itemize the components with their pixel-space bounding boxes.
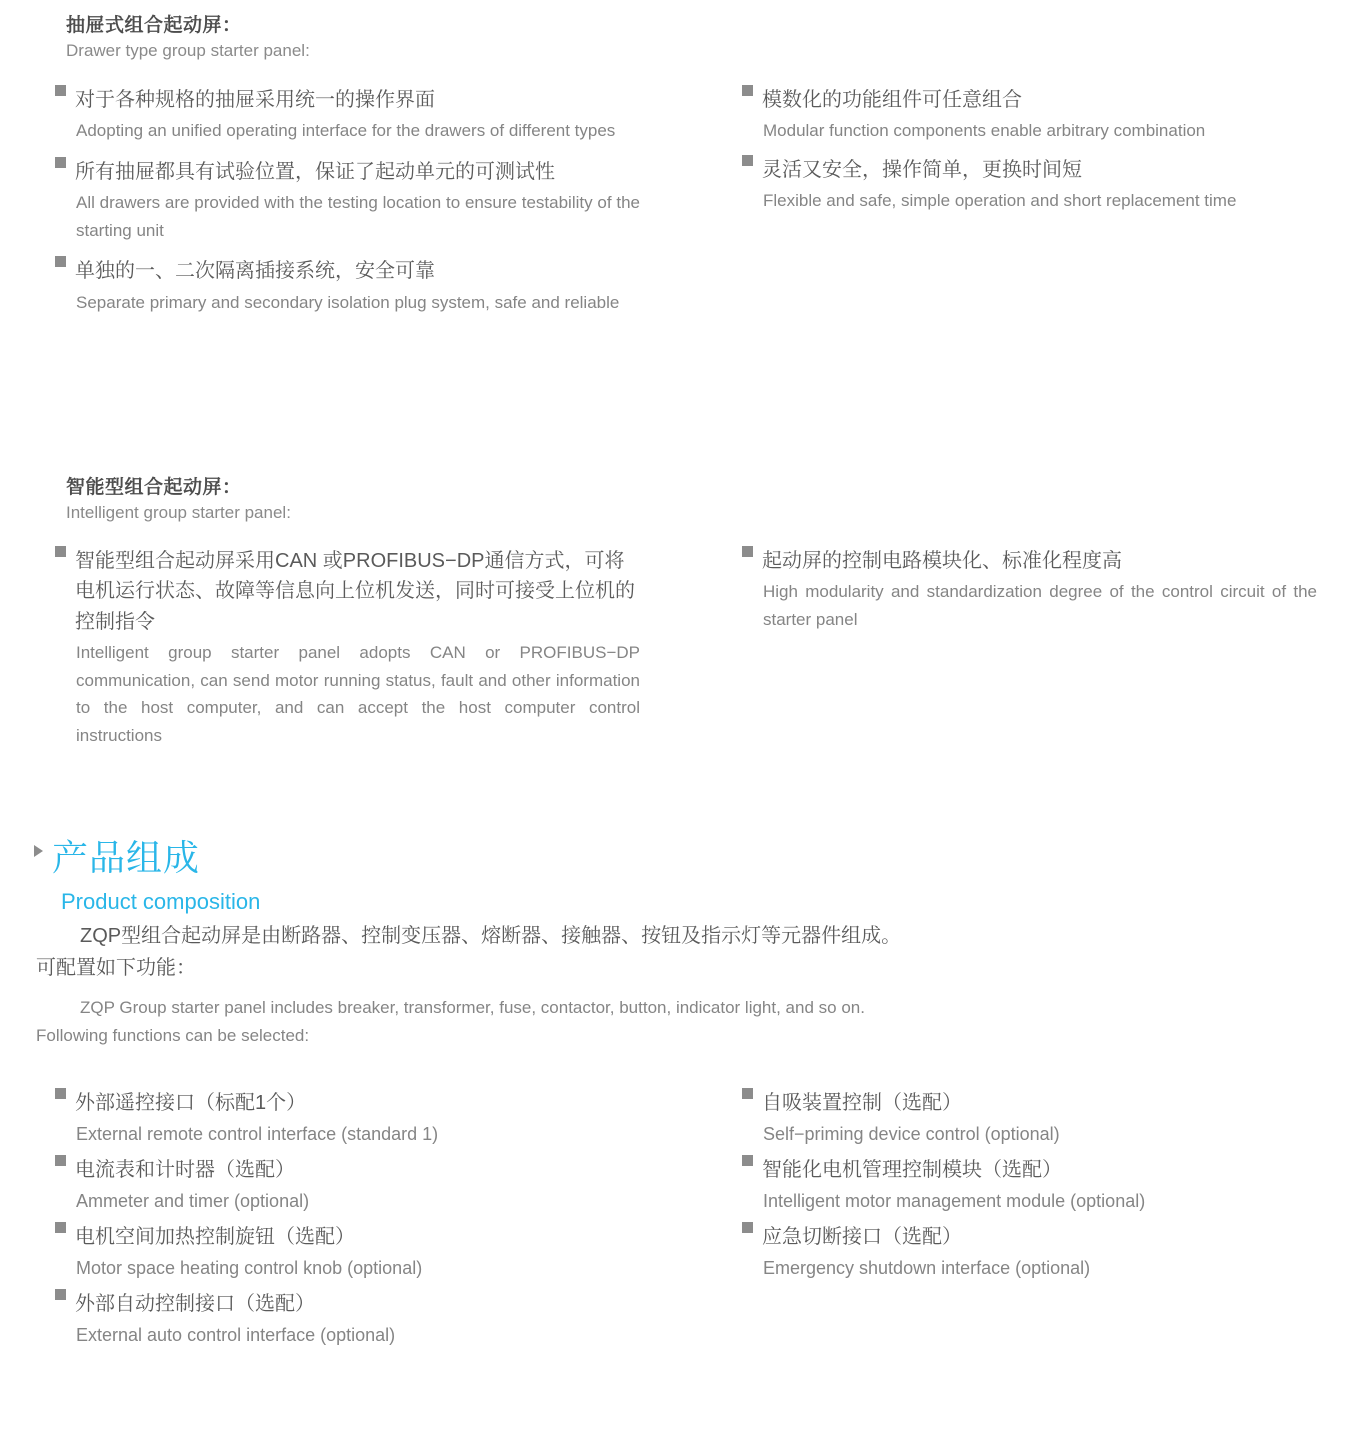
- section-title-cn: 智能型组合起动屏：: [66, 477, 242, 498]
- list-item-label-cn: 自吸装置控制（选配）: [762, 1092, 962, 1114]
- square-bullet-icon: [55, 1289, 66, 1300]
- list-item-label-en: Modular function components enable arbitrary combination: [763, 121, 1206, 141]
- square-bullet-icon: [742, 1155, 753, 1166]
- list-item: [742, 85, 1302, 145]
- list-item-label-en: External auto control interface (optional): [76, 1325, 396, 1345]
- list-item-label-cn: 起动屏的控制电路模块化、标准化程度高: [762, 550, 1122, 572]
- section-heading-drawer: [66, 10, 666, 61]
- section-intelligent-right-column: [742, 546, 1317, 635]
- list-item-label-en: Motor space heating control knob (optional): [76, 1258, 423, 1278]
- section-intelligent-left-column: [55, 546, 640, 751]
- page-title-en: Product composition: [61, 889, 261, 914]
- list-item: [742, 546, 1317, 633]
- section-heading-intelligent: [66, 472, 666, 523]
- list-item-label-cn: 智能化电机管理控制模块（选配）: [762, 1159, 1062, 1181]
- list-item-label-en: High modularity and standardization degree of the control circuit of the starter panel: [763, 582, 1317, 629]
- list-item-label-en: Adopting an unified operating interface for the drawers of different types: [76, 121, 616, 141]
- square-bullet-icon: [55, 85, 66, 96]
- list-item: [55, 1289, 655, 1349]
- list-item-label-en: Self−priming device control (optional): [763, 1124, 1060, 1144]
- list-item: [742, 1088, 1302, 1148]
- list-item: [742, 1155, 1302, 1215]
- product-functions-right-column: [742, 1088, 1302, 1289]
- list-item-label-cn: 电流表和计时器（选配）: [75, 1159, 295, 1181]
- square-bullet-icon: [55, 256, 66, 267]
- list-item-label-cn: 灵活又安全，操作简单，更换时间短: [762, 158, 1082, 181]
- triangle-arrow-icon: [34, 845, 43, 857]
- list-item-label-en: Flexible and safe, simple operation and short replacement time: [763, 191, 1237, 211]
- list-item-label-en: Separate primary and secondary isolation plug system, safe and reliable: [76, 292, 620, 312]
- square-bullet-icon: [55, 1222, 66, 1233]
- list-item: [55, 1088, 655, 1148]
- square-bullet-icon: [742, 1088, 753, 1099]
- list-item: [742, 155, 1302, 215]
- section-drawer-right-column: [742, 85, 1302, 217]
- square-bullet-icon: [55, 1088, 66, 1099]
- list-item-label-cn: 外部遥控接口（标配1个）: [75, 1092, 307, 1114]
- list-item: [55, 157, 640, 244]
- product-composition-heading: [34, 830, 734, 915]
- section-title-en: Intelligent group starter panel:: [66, 503, 291, 522]
- list-item-label-cn: 模数化的功能组件可任意组合: [762, 89, 1022, 111]
- list-item-label-cn: 智能型组合起动屏采用CAN 或PROFIBUS−DP通信方式，可将电机运行状态、故障等信息向上位机发送，同时可接受上位机的控制指令: [75, 550, 635, 633]
- list-item: [55, 1222, 655, 1282]
- list-item-label-en: External remote control interface (standard 1): [76, 1124, 439, 1144]
- section-drawer-left-column: [55, 85, 640, 318]
- list-item: [55, 1155, 655, 1215]
- section-title-cn: 抽屉式组合起动屏：: [66, 15, 242, 36]
- list-item: [55, 85, 640, 145]
- list-item-label-en: Ammeter and timer (optional): [76, 1191, 310, 1211]
- product-functions-left-column: [55, 1088, 655, 1356]
- paragraph-en: ZQP Group starter panel includes breaker, transformer, fuse, contactor, button, indicator light, and so on. Following functions can be selected:: [36, 997, 865, 1045]
- paragraph-cn: ZQP型组合起动屏是由断路器、控制变压器、熔断器、接触器、按钮及指示灯等元器件组成。可配置如下功能：: [36, 925, 902, 980]
- product-composition-paragraph: [36, 920, 916, 1050]
- square-bullet-icon: [742, 85, 753, 96]
- page-title-cn: 产品组成: [52, 837, 201, 878]
- list-item-label-cn: 电机空间加热控制旋钮（选配）: [75, 1226, 355, 1248]
- section-title-en: Drawer type group starter panel:: [66, 41, 310, 60]
- list-item-label-cn: 应急切断接口（选配）: [762, 1226, 962, 1248]
- square-bullet-icon: [742, 546, 753, 557]
- square-bullet-icon: [55, 546, 66, 557]
- square-bullet-icon: [742, 155, 753, 166]
- list-item-label-cn: 对于各种规格的抽屉采用统一的操作界面: [75, 89, 435, 111]
- list-item: [55, 256, 640, 316]
- square-bullet-icon: [742, 1222, 753, 1233]
- list-item-label-en: All drawers are provided with the testing location to ensure testability of the starting unit: [76, 193, 640, 240]
- list-item: [55, 546, 640, 749]
- list-item-label-en: Intelligent motor management module (optional): [763, 1191, 1146, 1211]
- list-item-label-en: Emergency shutdown interface (optional): [763, 1258, 1091, 1278]
- list-item: [742, 1222, 1302, 1282]
- list-item-label-en: Intelligent group starter panel adopts CAN or PROFIBUS−DP communication, can send motor running status, fault and other information to the host computer, and can accept the host computer control instructions: [76, 643, 640, 745]
- list-item-label-cn: 单独的一、二次隔离插接系统，安全可靠: [75, 260, 435, 283]
- list-item-label-cn: 外部自动控制接口（选配）: [75, 1293, 315, 1315]
- square-bullet-icon: [55, 1155, 66, 1166]
- list-item-label-cn: 所有抽屉都具有试验位置，保证了起动单元的可测试性: [75, 160, 555, 183]
